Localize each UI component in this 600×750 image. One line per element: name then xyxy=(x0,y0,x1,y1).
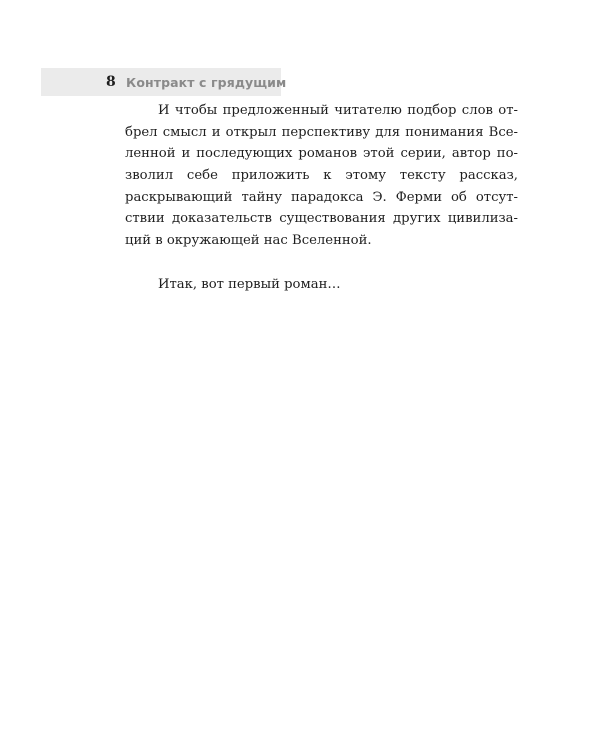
paragraph-line: ций в окружающей нас Вселенной. xyxy=(125,233,372,249)
paragraph-spacer xyxy=(125,252,518,274)
paragraph-line: брел смысл и открыл перспективу для понимания Все- xyxy=(125,124,518,140)
page-number: 8 xyxy=(106,74,116,90)
paragraph-line: ствии доказательств существования других цивилиза- xyxy=(125,211,518,227)
paragraph-2: Итак, вот первый роман… xyxy=(158,276,341,292)
paragraph-line: зволил себе приложить к этому тексту рассказ, xyxy=(125,168,518,184)
paragraph-line: раскрывающий тайну парадокса Э. Ферми об отсут- xyxy=(125,189,518,205)
body-text xyxy=(125,100,518,295)
paragraph-line: И чтобы предложенный читателю подбор слов от- xyxy=(158,103,518,118)
running-header-title: Контракт с грядущим xyxy=(126,75,287,90)
paragraph-line: ленной и последующих романов этой серии, автор по- xyxy=(125,146,518,162)
